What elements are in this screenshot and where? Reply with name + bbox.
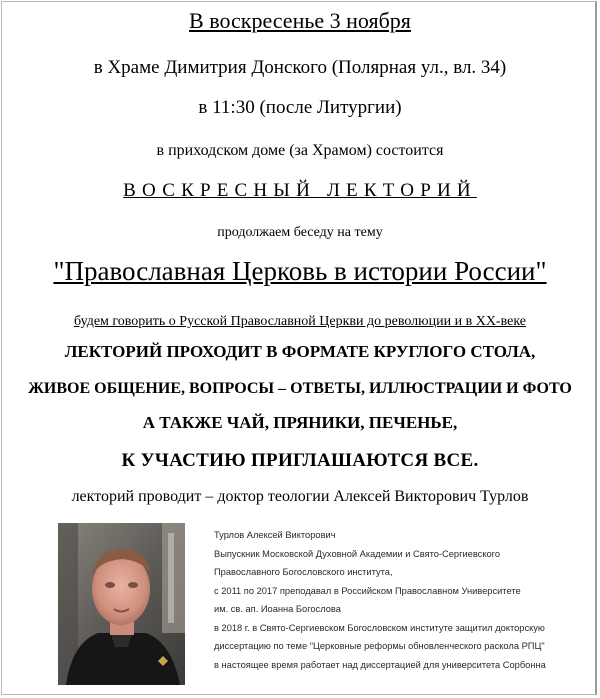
- format-line-3: А ТАКЖЕ ЧАЙ, ПРЯНИКИ, ПЕЧЕНЬЕ,: [142, 413, 458, 432]
- bio-line: в настоящее время работает над диссертацией для университета Сорбонна: [214, 659, 546, 670]
- continue-text: продолжаем беседу на тему: [217, 225, 383, 240]
- bio-line: в 2018 г. в Свято-Сергиевском Богословском институте защитил докторскую: [214, 622, 545, 633]
- bio-line: Выпускник Московской Духовной Академии и Свято-Сергиевского: [214, 548, 501, 559]
- event-place: в Храме Димитрия Донского (Полярная ул., вл. 34): [93, 57, 507, 78]
- lecture-topic: "Православная Церковь в истории России": [53, 256, 547, 286]
- event-date: В воскресенье 3 ноября: [189, 8, 411, 33]
- event-venue: в приходском доме (за Храмом) состоится: [156, 142, 444, 159]
- lecturer-bio: [214, 526, 546, 674]
- lecturer-portrait-icon: [58, 523, 185, 685]
- format-line-1: ЛЕКТОРИЙ ПРОХОДИТ В ФОРМАТЕ КРУГЛОГО СТОЛА,: [64, 342, 536, 361]
- lecturer-photo: [58, 523, 185, 685]
- lecturer-line: лекторий проводит – доктор теологии Алексей Викторович Турлов: [71, 488, 529, 505]
- format-line-2: ЖИВОЕ ОБЩЕНИЕ, ВОПРОСЫ – ОТВЕТЫ, ИЛЛЮСТРАЦИИ И ФОТО: [28, 380, 572, 397]
- event-title: ВОСКРЕСНЫЙ ЛЕКТОРИЙ: [123, 180, 477, 201]
- announcement-page: [1, 1, 597, 695]
- bio-line: Турлов Алексей Викторович: [214, 530, 336, 540]
- invitation-line: К УЧАСТИЮ ПРИГЛАШАЮТСЯ ВСЕ.: [121, 450, 479, 471]
- event-time: в 11:30 (после Литургии): [198, 97, 402, 118]
- bio-line: Православного Богословского института,: [214, 567, 393, 577]
- bio-line: им. св. ап. Иоанна Богослова: [214, 604, 341, 614]
- lecture-subtopic: будем говорить о Русской Православной Церкви до революции и в XX-веке: [73, 314, 526, 329]
- bio-line: с 2011 по 2017 преподавал в Российском Православном Университете: [214, 585, 521, 596]
- bio-line: диссертацию по теме "Церковные реформы обновленческого раскола РПЦ": [214, 641, 545, 651]
